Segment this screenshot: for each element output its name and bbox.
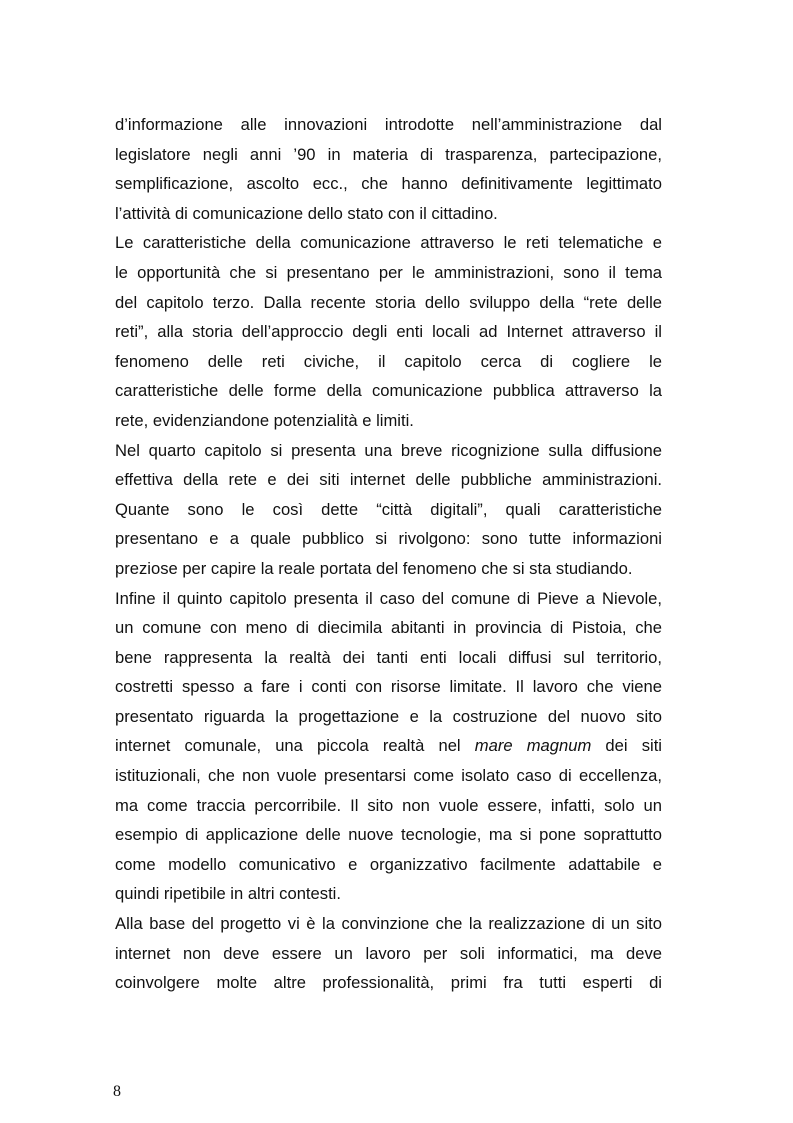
text-line xyxy=(115,731,662,761)
text-line: come modello comunicativo e organizzativo facilmente adattabile e xyxy=(115,854,662,874)
text-line: Nel quarto capitolo si presenta una breve ricognizione sulla diffusione xyxy=(115,440,662,460)
text-line: presentano e a quale pubblico si rivolgono: sono tutte informazioni xyxy=(115,529,662,549)
text-segment: dei siti xyxy=(591,736,662,756)
text-line: legislatore negli anni ’90 in materia di trasparenza, partecipazione, xyxy=(115,144,662,164)
text-line: Le caratteristiche della comunicazione attraverso le reti telematiche e xyxy=(115,233,662,253)
text-line: le opportunità che si presentano per le amministrazioni, sono il tema xyxy=(115,262,662,282)
page-number: 8 xyxy=(113,1083,121,1100)
text-line: reti”, alla storia dell’approccio degli enti locali ad Internet attraverso il xyxy=(115,322,662,342)
text-line: ma come traccia percorribile. Il sito non vuole essere, infatti, solo un xyxy=(115,795,662,815)
text-line: fenomeno delle reti civiche, il capitolo cerca di cogliere le xyxy=(115,351,662,371)
italic-phrase: mare magnum xyxy=(474,736,592,756)
text-line: un comune con meno di diecimila abitanti in provincia di Pistoia, che xyxy=(115,618,662,638)
text-line: preziose per capire la reale portata del fenomeno che si sta studiando. xyxy=(115,558,633,578)
text-line: coinvolgere molte altre professionalità, primi fra tutti esperti di xyxy=(115,973,662,993)
text-line: presentato riguarda la progettazione e la costruzione del nuovo sito xyxy=(115,706,662,726)
text-line: Alla base del progetto vi è la convinzione che la realizzazione di un sito xyxy=(115,914,662,934)
text-line: d’informazione alle innovazioni introdotte nell’amministrazione dal xyxy=(115,115,662,134)
text-line: internet non deve essere un lavoro per soli informatici, ma deve xyxy=(115,943,662,963)
text-line: l’attività di comunicazione dello stato con il cittadino. xyxy=(115,203,498,223)
text-line: Infine il quinto capitolo presenta il caso del comune di Pieve a Nievole, xyxy=(115,588,662,608)
text-segment: internet comunale, una piccola realtà nel xyxy=(115,736,475,756)
text-line: del capitolo terzo. Dalla recente storia dello sviluppo della “rete delle xyxy=(115,292,662,312)
text-line: Quante sono le così dette “città digitali”, quali caratteristiche xyxy=(115,499,662,519)
text-line: costretti spesso a fare i conti con risorse limitate. Il lavoro che viene xyxy=(115,677,662,697)
body-text xyxy=(115,110,662,998)
text-line: effettiva della rete e dei siti internet delle pubbliche amministrazioni. xyxy=(115,470,662,490)
text-line: bene rappresenta la realtà dei tanti enti locali diffusi sul territorio, xyxy=(115,647,662,667)
text-line: rete, evidenziandone potenzialità e limiti. xyxy=(115,410,414,430)
text-line: esempio di applicazione delle nuove tecnologie, ma si pone soprattutto xyxy=(115,825,662,845)
text-line: istituzionali, che non vuole presentarsi come isolato caso di eccellenza, xyxy=(115,766,662,786)
text-line: semplificazione, ascolto ecc., che hanno definitivamente legittimato xyxy=(115,174,662,194)
text-line: quindi ripetibile in altri contesti. xyxy=(115,884,341,904)
text-line: caratteristiche delle forme della comunicazione pubblica attraverso la xyxy=(115,381,662,401)
